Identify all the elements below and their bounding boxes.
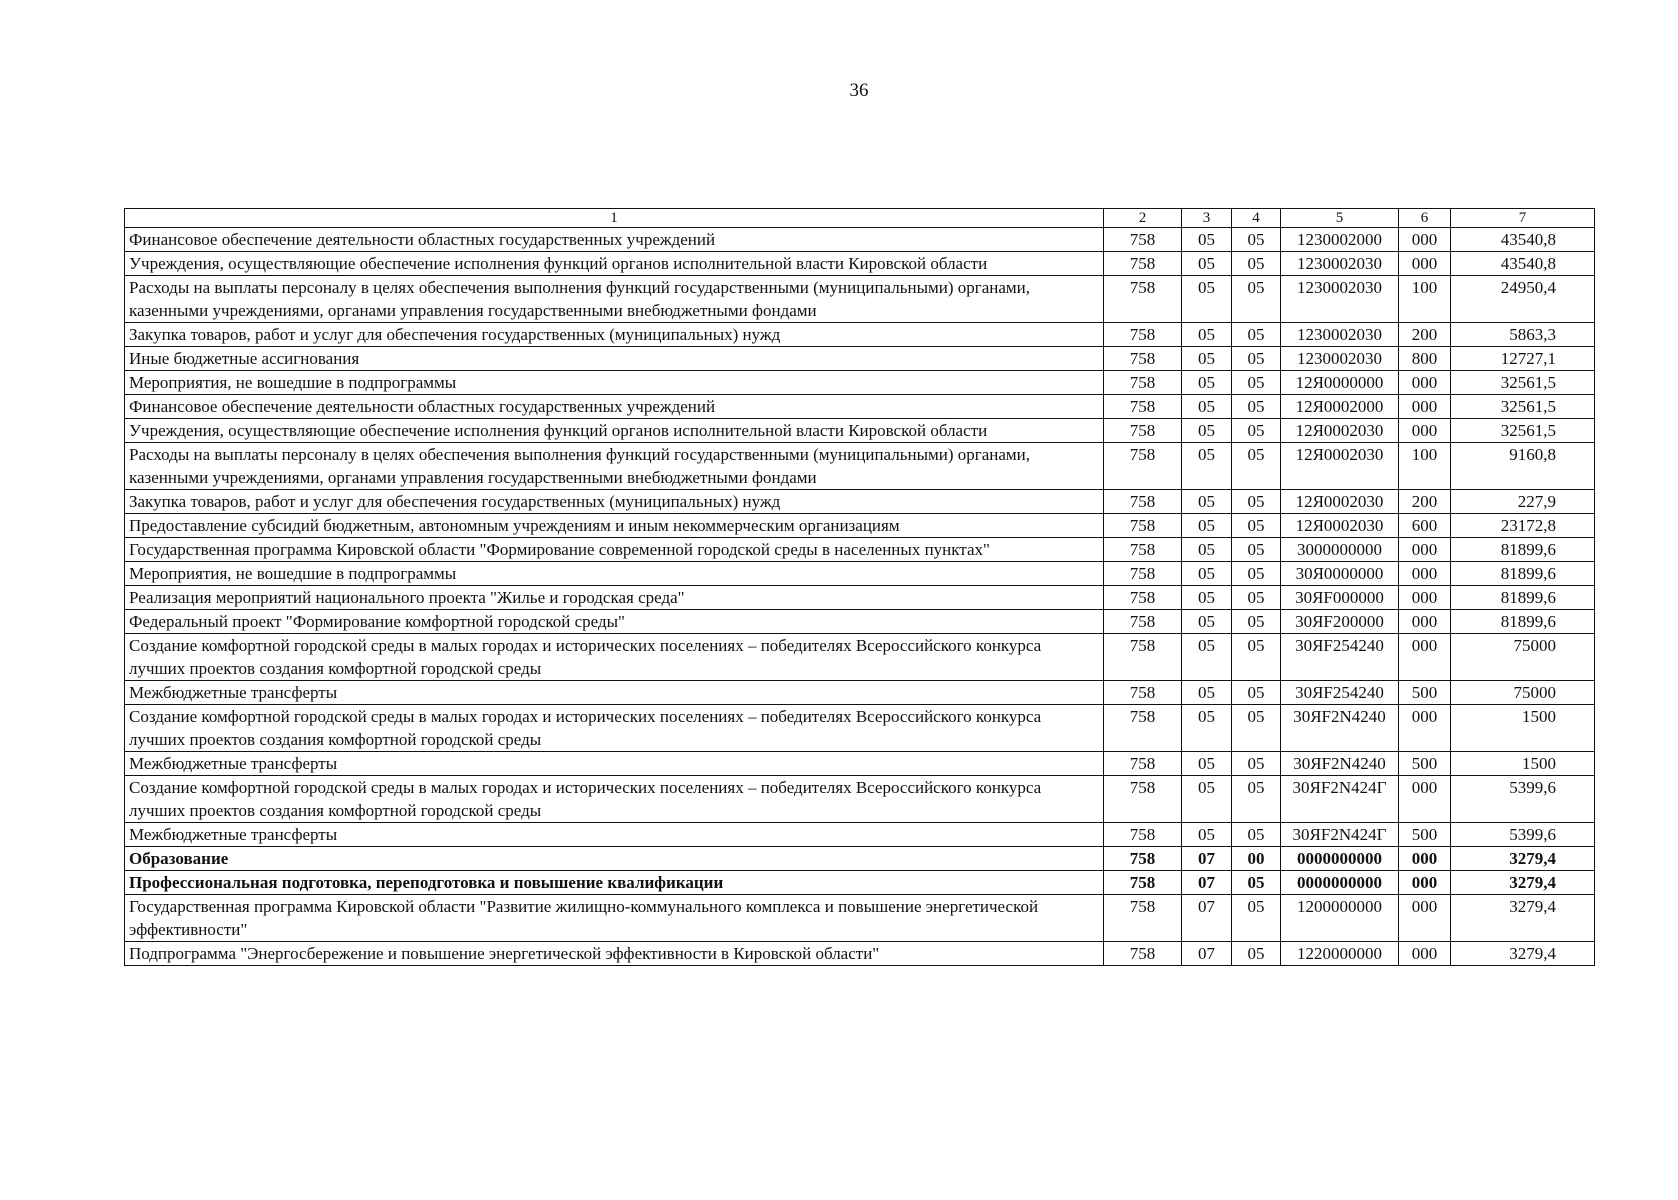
row-col-7: 43540,8	[1451, 252, 1595, 276]
row-col-6: 000	[1399, 871, 1451, 895]
row-col-5: 1230002030	[1281, 252, 1399, 276]
table-row	[125, 895, 1595, 942]
row-col-2: 758	[1104, 562, 1182, 586]
row-col-3: 05	[1182, 562, 1232, 586]
row-col-6: 000	[1399, 395, 1451, 419]
row-col-6: 000	[1399, 538, 1451, 562]
row-col-7: 227,9	[1451, 490, 1595, 514]
row-col-4: 05	[1232, 490, 1281, 514]
row-col-2: 758	[1104, 347, 1182, 371]
row-col-2: 758	[1104, 252, 1182, 276]
row-col-4: 05	[1232, 634, 1281, 681]
row-col-3: 05	[1182, 514, 1232, 538]
table-row	[125, 347, 1595, 371]
row-col-2: 758	[1104, 586, 1182, 610]
row-col-5: 30ЯF2N424Г	[1281, 823, 1399, 847]
row-col-5: 12Я0002030	[1281, 514, 1399, 538]
row-col-4: 05	[1232, 705, 1281, 752]
row-col-7: 3279,4	[1451, 895, 1595, 942]
row-col-5: 12Я0000000	[1281, 371, 1399, 395]
col-header-7: 7	[1451, 209, 1595, 228]
table-row	[125, 942, 1595, 966]
row-name: Иные бюджетные ассигнования	[125, 347, 1104, 371]
col-header-6: 6	[1399, 209, 1451, 228]
row-col-5: 0000000000	[1281, 871, 1399, 895]
row-col-2: 758	[1104, 538, 1182, 562]
row-col-5: 30ЯF254240	[1281, 681, 1399, 705]
table-row	[125, 395, 1595, 419]
row-col-7: 5863,3	[1451, 323, 1595, 347]
row-name: Расходы на выплаты персоналу в целях обеспечения выполнения функций государственными (муниципальными) органами, казенными учреждениями, органами управления государственными внебюджетными фондами	[125, 443, 1104, 490]
row-col-7: 32561,5	[1451, 419, 1595, 443]
row-name: Федеральный проект "Формирование комфортной городской среды"	[125, 610, 1104, 634]
row-col-7: 75000	[1451, 681, 1595, 705]
row-col-3: 05	[1182, 538, 1232, 562]
row-col-6: 000	[1399, 228, 1451, 252]
row-col-6: 500	[1399, 823, 1451, 847]
table-row	[125, 443, 1595, 490]
row-col-4: 00	[1232, 847, 1281, 871]
row-col-4: 05	[1232, 347, 1281, 371]
row-col-6: 800	[1399, 347, 1451, 371]
row-name: Создание комфортной городской среды в малых городах и исторических поселениях – победителях Всероссийского конкурса лучших проектов создания комфортной городской среды	[125, 705, 1104, 752]
row-name: Мероприятия, не вошедшие в подпрограммы	[125, 562, 1104, 586]
table-row	[125, 681, 1595, 705]
col-header-2: 2	[1104, 209, 1182, 228]
row-col-2: 758	[1104, 705, 1182, 752]
row-col-7: 1500	[1451, 752, 1595, 776]
table-row	[125, 776, 1595, 823]
row-col-2: 758	[1104, 895, 1182, 942]
table-row	[125, 371, 1595, 395]
row-col-4: 05	[1232, 443, 1281, 490]
row-col-3: 05	[1182, 443, 1232, 490]
row-col-6: 000	[1399, 847, 1451, 871]
row-col-5: 1230002030	[1281, 276, 1399, 323]
row-col-6: 000	[1399, 942, 1451, 966]
table-row	[125, 252, 1595, 276]
row-col-7: 81899,6	[1451, 538, 1595, 562]
row-col-6: 000	[1399, 562, 1451, 586]
row-col-5: 1230002000	[1281, 228, 1399, 252]
row-col-3: 05	[1182, 347, 1232, 371]
row-col-4: 05	[1232, 371, 1281, 395]
row-name: Закупка товаров, работ и услуг для обеспечения государственных (муниципальных) нужд	[125, 323, 1104, 347]
row-col-7: 9160,8	[1451, 443, 1595, 490]
row-col-3: 05	[1182, 752, 1232, 776]
row-col-4: 05	[1232, 252, 1281, 276]
row-col-7: 32561,5	[1451, 395, 1595, 419]
row-col-6: 500	[1399, 752, 1451, 776]
row-col-6: 100	[1399, 276, 1451, 323]
table-row	[125, 323, 1595, 347]
row-col-3: 05	[1182, 419, 1232, 443]
row-col-3: 05	[1182, 371, 1232, 395]
row-name: Учреждения, осуществляющие обеспечение исполнения функций органов исполнительной власти Кировской области	[125, 419, 1104, 443]
row-col-4: 05	[1232, 871, 1281, 895]
row-col-3: 05	[1182, 490, 1232, 514]
row-name: Государственная программа Кировской области "Формирование современной городской среды в населенных пунктах"	[125, 538, 1104, 562]
row-col-4: 05	[1232, 538, 1281, 562]
row-col-3: 07	[1182, 895, 1232, 942]
row-col-7: 3279,4	[1451, 871, 1595, 895]
row-col-6: 000	[1399, 252, 1451, 276]
row-col-7: 5399,6	[1451, 823, 1595, 847]
row-name: Подпрограмма "Энергосбережение и повышение энергетической эффективности в Кировской области"	[125, 942, 1104, 966]
row-col-2: 758	[1104, 443, 1182, 490]
row-col-4: 05	[1232, 681, 1281, 705]
col-header-1: 1	[125, 209, 1104, 228]
budget-table	[124, 208, 1595, 966]
row-col-4: 05	[1232, 228, 1281, 252]
table-row	[125, 634, 1595, 681]
row-col-6: 000	[1399, 610, 1451, 634]
row-col-6: 000	[1399, 776, 1451, 823]
row-col-2: 758	[1104, 610, 1182, 634]
row-col-5: 12Я0002030	[1281, 443, 1399, 490]
row-col-2: 758	[1104, 323, 1182, 347]
row-col-4: 05	[1232, 419, 1281, 443]
row-name: Расходы на выплаты персоналу в целях обеспечения выполнения функций государственными (муниципальными) органами, казенными учреждениями, органами управления государственными внебюджетными фондами	[125, 276, 1104, 323]
row-col-5: 12Я0002030	[1281, 490, 1399, 514]
row-name: Межбюджетные трансферты	[125, 681, 1104, 705]
row-col-2: 758	[1104, 942, 1182, 966]
row-col-5: 30Я0000000	[1281, 562, 1399, 586]
row-name: Учреждения, осуществляющие обеспечение исполнения функций органов исполнительной власти Кировской области	[125, 252, 1104, 276]
row-col-5: 12Я0002000	[1281, 395, 1399, 419]
row-col-7: 12727,1	[1451, 347, 1595, 371]
row-col-3: 05	[1182, 634, 1232, 681]
table-row	[125, 228, 1595, 252]
row-name: Предоставление субсидий бюджетным, автономным учреждениям и иным некоммерческим организациям	[125, 514, 1104, 538]
table-row	[125, 538, 1595, 562]
row-col-7: 5399,6	[1451, 776, 1595, 823]
row-col-7: 75000	[1451, 634, 1595, 681]
row-col-7: 43540,8	[1451, 228, 1595, 252]
col-header-5: 5	[1281, 209, 1399, 228]
row-col-5: 1230002030	[1281, 323, 1399, 347]
row-col-7: 81899,6	[1451, 586, 1595, 610]
row-col-6: 000	[1399, 705, 1451, 752]
row-col-3: 05	[1182, 586, 1232, 610]
table-row	[125, 276, 1595, 323]
row-col-5: 30ЯF2N4240	[1281, 752, 1399, 776]
row-col-3: 07	[1182, 871, 1232, 895]
row-col-7: 32561,5	[1451, 371, 1595, 395]
row-col-4: 05	[1232, 323, 1281, 347]
row-col-3: 05	[1182, 823, 1232, 847]
row-col-7: 3279,4	[1451, 847, 1595, 871]
table-row	[125, 490, 1595, 514]
row-name: Профессиональная подготовка, переподготовка и повышение квалификации	[125, 871, 1104, 895]
row-name: Закупка товаров, работ и услуг для обеспечения государственных (муниципальных) нужд	[125, 490, 1104, 514]
row-col-3: 05	[1182, 395, 1232, 419]
row-name: Межбюджетные трансферты	[125, 752, 1104, 776]
row-col-7: 23172,8	[1451, 514, 1595, 538]
row-col-4: 05	[1232, 586, 1281, 610]
row-col-4: 05	[1232, 610, 1281, 634]
row-col-4: 05	[1232, 752, 1281, 776]
table-row	[125, 871, 1595, 895]
row-col-6: 000	[1399, 634, 1451, 681]
row-name: Реализация мероприятий национального проекта "Жилье и городская среда"	[125, 586, 1104, 610]
row-col-7: 1500	[1451, 705, 1595, 752]
row-col-6: 200	[1399, 490, 1451, 514]
row-col-5: 30ЯF200000	[1281, 610, 1399, 634]
row-col-2: 758	[1104, 419, 1182, 443]
row-col-7: 81899,6	[1451, 610, 1595, 634]
row-col-6: 100	[1399, 443, 1451, 490]
table-row	[125, 514, 1595, 538]
row-col-6: 000	[1399, 586, 1451, 610]
row-col-4: 05	[1232, 895, 1281, 942]
table-row	[125, 847, 1595, 871]
page-number: 36	[849, 80, 869, 101]
row-col-3: 05	[1182, 252, 1232, 276]
row-col-3: 05	[1182, 228, 1232, 252]
header-row	[125, 209, 1595, 228]
row-col-3: 05	[1182, 681, 1232, 705]
row-col-2: 758	[1104, 371, 1182, 395]
row-col-2: 758	[1104, 823, 1182, 847]
row-col-3: 07	[1182, 942, 1232, 966]
table-row	[125, 705, 1595, 752]
row-col-2: 758	[1104, 776, 1182, 823]
row-col-3: 05	[1182, 276, 1232, 323]
row-col-5: 30ЯF2N4240	[1281, 705, 1399, 752]
row-col-5: 1200000000	[1281, 895, 1399, 942]
row-col-6: 600	[1399, 514, 1451, 538]
row-col-2: 758	[1104, 847, 1182, 871]
row-col-3: 05	[1182, 776, 1232, 823]
row-col-5: 30ЯF2N424Г	[1281, 776, 1399, 823]
row-col-4: 05	[1232, 823, 1281, 847]
col-header-4: 4	[1232, 209, 1281, 228]
row-col-2: 758	[1104, 490, 1182, 514]
table-row	[125, 610, 1595, 634]
row-col-5: 30ЯF254240	[1281, 634, 1399, 681]
table-body	[125, 228, 1595, 966]
row-col-7: 24950,4	[1451, 276, 1595, 323]
row-col-4: 05	[1232, 276, 1281, 323]
table-row	[125, 823, 1595, 847]
table-row	[125, 419, 1595, 443]
row-col-6: 000	[1399, 419, 1451, 443]
row-col-2: 758	[1104, 395, 1182, 419]
row-col-6: 500	[1399, 681, 1451, 705]
row-col-3: 05	[1182, 610, 1232, 634]
row-name: Создание комфортной городской среды в малых городах и исторических поселениях – победителях Всероссийского конкурса лучших проектов создания комфортной городской среды	[125, 634, 1104, 681]
row-name: Создание комфортной городской среды в малых городах и исторических поселениях – победителях Всероссийского конкурса лучших проектов создания комфортной городской среды	[125, 776, 1104, 823]
row-col-3: 07	[1182, 847, 1232, 871]
row-col-5: 12Я0002030	[1281, 419, 1399, 443]
row-col-2: 758	[1104, 514, 1182, 538]
row-col-3: 05	[1182, 323, 1232, 347]
row-col-4: 05	[1232, 776, 1281, 823]
row-col-4: 05	[1232, 514, 1281, 538]
row-col-7: 3279,4	[1451, 942, 1595, 966]
row-col-5: 1220000000	[1281, 942, 1399, 966]
row-col-5: 3000000000	[1281, 538, 1399, 562]
row-name: Финансовое обеспечение деятельности областных государственных учреждений	[125, 228, 1104, 252]
row-col-2: 758	[1104, 871, 1182, 895]
row-col-4: 05	[1232, 942, 1281, 966]
row-col-5: 0000000000	[1281, 847, 1399, 871]
table-row	[125, 586, 1595, 610]
row-col-2: 758	[1104, 681, 1182, 705]
row-name: Финансовое обеспечение деятельности областных государственных учреждений	[125, 395, 1104, 419]
row-name: Образование	[125, 847, 1104, 871]
row-name: Межбюджетные трансферты	[125, 823, 1104, 847]
row-col-5: 30ЯF000000	[1281, 586, 1399, 610]
row-col-5: 1230002030	[1281, 347, 1399, 371]
table-row	[125, 562, 1595, 586]
row-name: Мероприятия, не вошедшие в подпрограммы	[125, 371, 1104, 395]
col-header-3: 3	[1182, 209, 1232, 228]
row-col-2: 758	[1104, 228, 1182, 252]
row-col-2: 758	[1104, 752, 1182, 776]
row-col-6: 000	[1399, 371, 1451, 395]
row-name: Государственная программа Кировской области "Развитие жилищно-коммунального комплекса и повышение энергетической эффективности"	[125, 895, 1104, 942]
row-col-2: 758	[1104, 634, 1182, 681]
row-col-7: 81899,6	[1451, 562, 1595, 586]
row-col-3: 05	[1182, 705, 1232, 752]
row-col-6: 200	[1399, 323, 1451, 347]
row-col-4: 05	[1232, 562, 1281, 586]
row-col-2: 758	[1104, 276, 1182, 323]
row-col-6: 000	[1399, 895, 1451, 942]
table-row	[125, 752, 1595, 776]
row-col-4: 05	[1232, 395, 1281, 419]
